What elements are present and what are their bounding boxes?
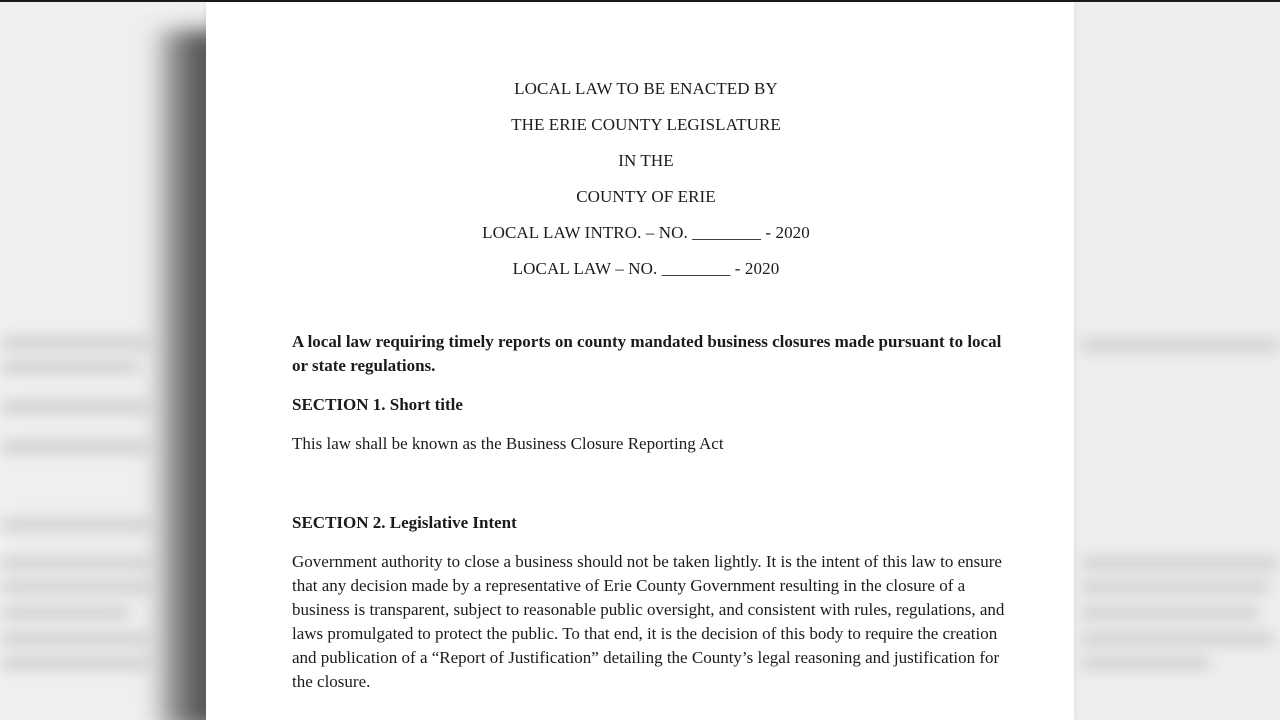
blurred-text-line [1080,656,1210,670]
blurred-text-line [1080,556,1280,570]
blurred-text-line [0,556,150,570]
blurred-text-line [0,518,150,532]
blurred-text-line [0,632,150,646]
blurred-text-line [1080,632,1275,646]
blurred-text-line [0,336,150,350]
header-line-2: THE ERIE COUNTY LEGISLATURE [511,115,781,134]
blurred-text-line [0,580,150,594]
header-line-3: IN THE [618,151,674,170]
header-line-4: COUNTY OF ERIE [576,187,716,206]
blurred-text-line [0,400,150,414]
blurred-text-line [1080,338,1280,352]
section-1-heading: SECTION 1. Short title [292,395,463,414]
section-1-text: This law shall be known as the Business Closure Reporting Act [292,434,724,453]
blurred-text-line [1080,580,1270,594]
header-line-1: LOCAL LAW TO BE ENACTED BY [514,79,778,98]
blurred-text-line [0,360,140,374]
blurred-text-line [0,606,130,620]
blurred-text-line [1080,606,1260,620]
intro-number-line: LOCAL LAW INTRO. – NO. ________ - 2020 [482,223,810,242]
law-summary: A local law requiring timely reports on county mandated business closures made pursuant to local or state regulations. [292,332,1002,375]
section-2-text: Government authority to close a business should not be taken lightly. It is the intent of this law to ensure that any decision made by a representative of Erie County Government resulting in the closure of a business is transparent, subject to reasonable public oversight, and consistent with rules, regulations, and laws promulgated to protect the public. To that end, it is the decision of this body to require the creation and publication of a “Report of Justification” detailing the County’s legal reasoning and justification for the closure. [292,552,1005,691]
blurred-text-line [0,440,150,454]
document-page [206,2,1074,720]
blurred-text-line [0,656,150,670]
section-2-heading: SECTION 2. Legislative Intent [292,513,517,532]
law-number-line: LOCAL LAW – NO. ________ - 2020 [512,259,780,278]
